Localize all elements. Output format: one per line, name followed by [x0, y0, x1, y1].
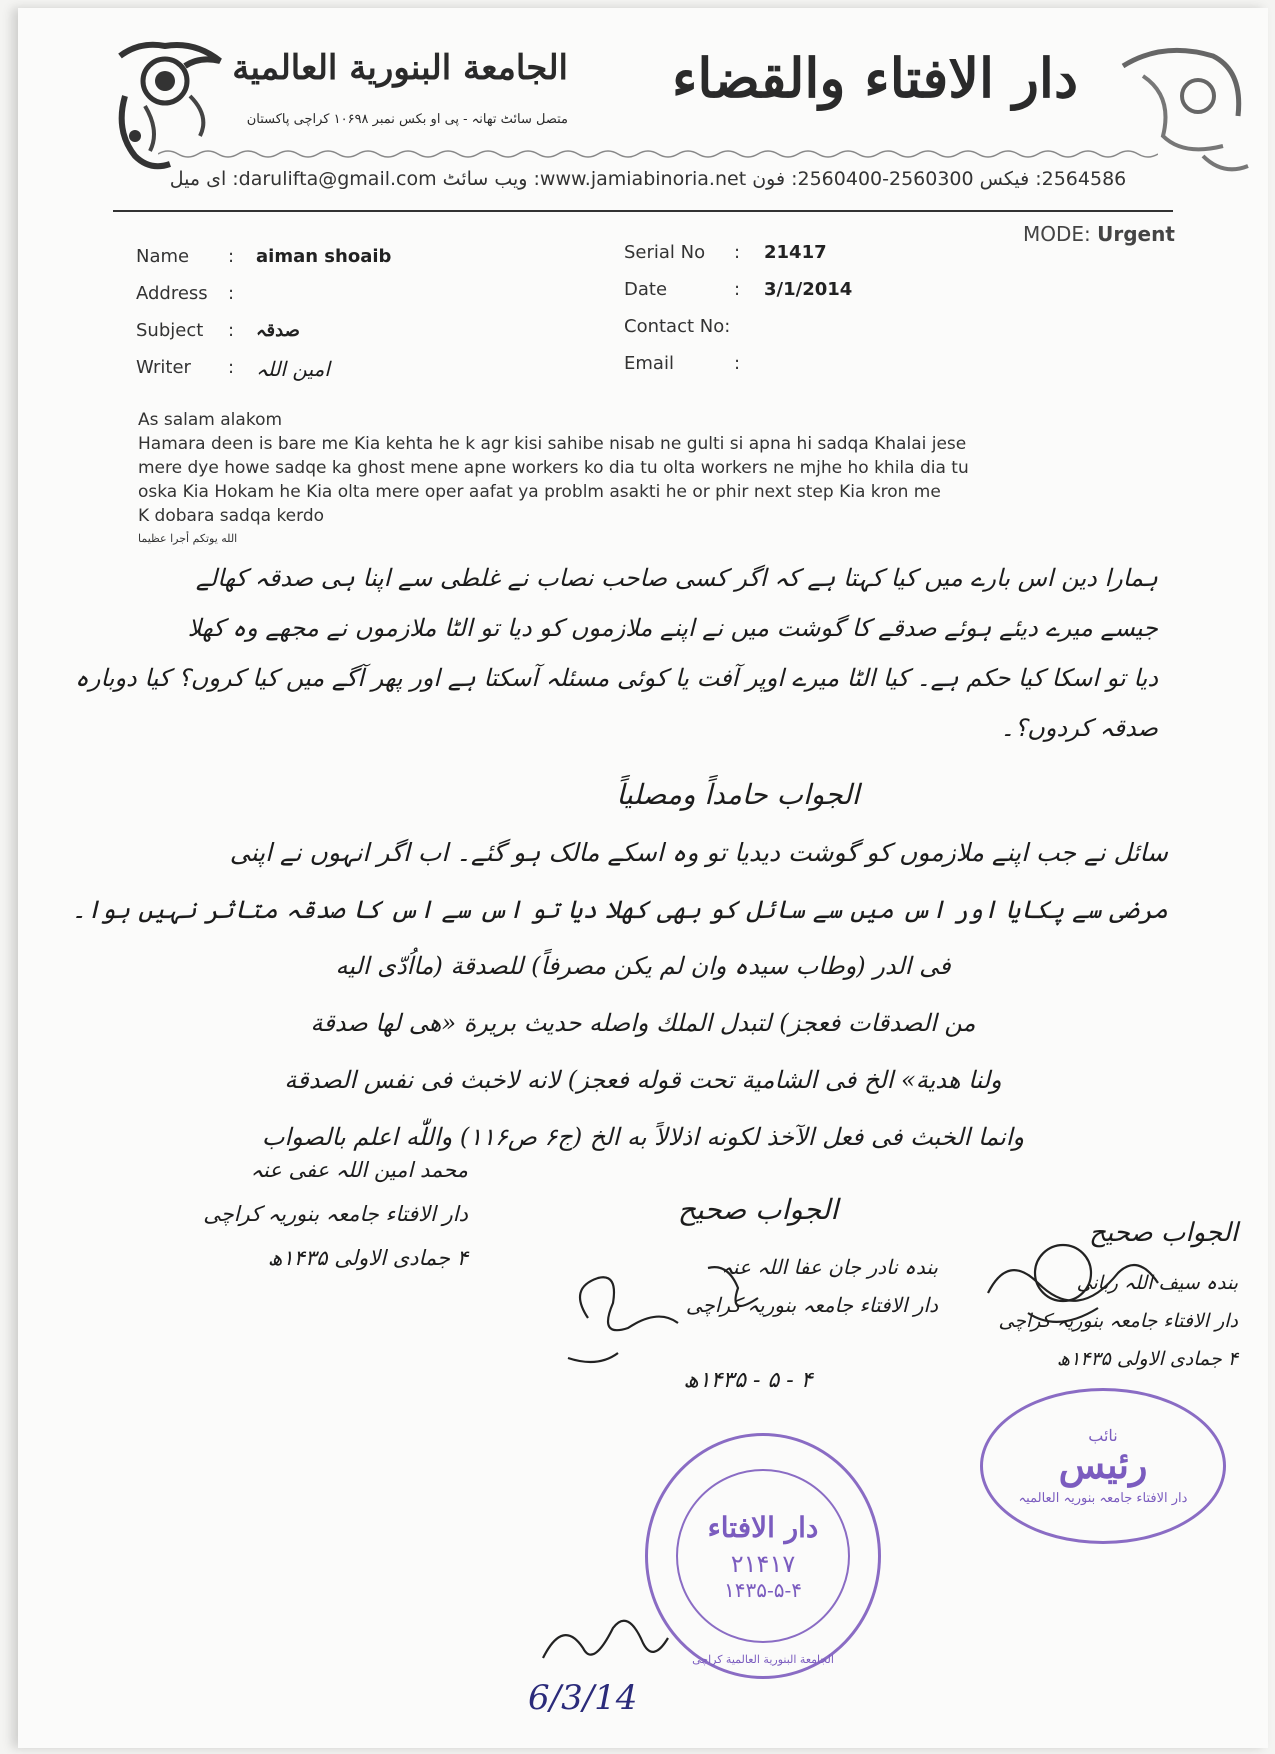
- answer-line: مرضی سے پکایا اور اس میں سے سائل کو بھی کھلا دیا تو اس سے اس کا صدقہ متاثر نہیں ہوا۔: [71, 895, 1168, 924]
- field-separator: :: [228, 357, 235, 378]
- writer-signature: [203, 1158, 468, 1290]
- verifier-line: دار الافتاء جامعہ بنوریہ کراچی: [685, 1293, 938, 1317]
- field-value: 21417: [764, 242, 827, 263]
- question-line: Hamara deen is bare me Kia kehta he k agr kisi sahibe nisab ne gulti si apna hi sadqa Khalai jese: [138, 434, 967, 454]
- field-name: [136, 246, 556, 283]
- rais-ring-text: دار الافتاء جامعہ بنوریہ العالمیہ: [1018, 1491, 1188, 1506]
- question-line: oska Kia Hokam he Kia olta mere oper aafat ya problm asakti he or phir next step Kia kron me: [138, 482, 941, 502]
- field-separator: :: [228, 320, 235, 341]
- field-serial: [624, 242, 1044, 279]
- writer-line: دار الافتاء جامعہ بنوریہ کراچی: [203, 1202, 468, 1226]
- field-label: Date: [624, 279, 668, 300]
- answer-body: [71, 838, 1168, 1180]
- question-urdu: [74, 564, 1158, 764]
- fatwa-document: [18, 8, 1268, 1748]
- answer-heading: الجواب حامداً ومصلیاً: [616, 778, 860, 811]
- header-divider: [113, 210, 1173, 212]
- seal-inner: [676, 1469, 850, 1643]
- contact-line: 2564586: فیکس 2560300-2560400: فون www.jamiabinoria.net: ویب سائٹ darulifta@gmail.com: ای میل: [169, 168, 1127, 190]
- writer-line: ۴ جمادی الاولی ۱۴۳۵ھ: [267, 1246, 468, 1270]
- field-label: Subject: [136, 320, 204, 341]
- handwritten-date: 6/3/14: [528, 1678, 638, 1718]
- rais-title: رئیس: [1058, 1442, 1148, 1487]
- field-value: امین اللہ: [256, 357, 330, 381]
- verifier-line: بندہ سیف اللہ ربانی: [1076, 1272, 1238, 1294]
- fields-right: [624, 242, 1044, 390]
- verifier-date: ۴ - ۵ - ۱۴۳۵ھ: [683, 1368, 813, 1393]
- seal-ring-text: الجامعة البنورية العالمية کراچی: [692, 1653, 834, 1666]
- question-line: K dobara sadqa kerdo: [138, 506, 325, 526]
- verifier-two-signature: [968, 1233, 1168, 1343]
- rais-seal: [980, 1388, 1226, 1544]
- verifier-heading: الجواب صحیح: [1089, 1218, 1238, 1248]
- field-date: [624, 279, 1044, 316]
- field-value: صدقہ: [256, 320, 300, 341]
- right-ornament-icon: [1103, 36, 1253, 186]
- field-label: Address: [136, 283, 208, 304]
- question-greeting: As salam alakom: [138, 410, 283, 430]
- answer-line: سائل نے جب اپنے ملازموں کو گوشت دیدیا تو وہ اسکے مالک ہو گئے۔ اب اگر انہوں نے اپنی: [229, 838, 1168, 867]
- field-separator: :: [228, 246, 235, 267]
- seal-number: ۲۱۴۱۷: [730, 1549, 796, 1578]
- department-name: دار الافتاء والقضاء: [671, 46, 1078, 110]
- urdu-line: دیا تو اسکا کیا حکم ہے۔ کیا الٹا میرے اوپر آفت یا کوئی مسئلہ آسکتا ہے اور پھر آگے میں کیا کروں؟ کیا دوبارہ: [74, 664, 1158, 692]
- field-contact: [624, 316, 1044, 353]
- question-closing: الله يوتكم أجرا عظيما: [138, 532, 238, 545]
- rais-small: نائب: [1088, 1426, 1118, 1445]
- urdu-line: ہمارا دین اس بارے میں کیا کہتا ہے کہ اگر کسی صاحب نصاب نے غلطی سے اپنا ہی صدقہ کھالے: [195, 564, 1158, 592]
- field-address: [136, 283, 556, 320]
- verifier-line: دار الافتاء جامعہ بنوریہ کراچی: [998, 1310, 1238, 1332]
- field-label: Writer: [136, 357, 191, 378]
- field-label: Contact No:: [624, 316, 731, 337]
- fields-left: [136, 246, 556, 394]
- answer-line: وانما الخبث فی فعل الآخذ لکونه اذلالاً به الخ (ج۶ ص۱۱۶) واللّٰه اعلم بالصواب: [261, 1123, 1025, 1151]
- field-label: Serial No: [624, 242, 706, 263]
- field-email: [624, 353, 1044, 390]
- seal-date: ۱۴۳۵-۵-۴: [724, 1577, 802, 1602]
- question-text: [138, 408, 1198, 528]
- field-separator: :: [734, 353, 741, 374]
- institution-name: الجامعة البنورية العالمية: [232, 48, 568, 88]
- field-label: Email: [624, 353, 674, 374]
- field-value: aiman shoaib: [256, 246, 392, 267]
- initials-signature: [533, 1608, 673, 1678]
- question-line: mere dye howe sadqe ka ghost mene apne workers ko dia tu olta workers ne mjhe ho khila dia tu: [138, 458, 969, 478]
- institution-address: متصل سائٹ تھانہ - پی او بکس نمبر ۱۰۶۹۸ کراچی پاکستان: [246, 112, 568, 127]
- verifier-heading: الجواب صحیح: [677, 1193, 839, 1226]
- mode-label: MODE:: [1023, 222, 1091, 246]
- verifier-line: بندہ نادر جان عفا اللہ عنہ: [721, 1255, 938, 1279]
- letterhead-decorative-border: [158, 148, 1158, 160]
- seal-title: دار الافتاء: [707, 1510, 819, 1544]
- field-subject: [136, 320, 556, 357]
- writer-line: محمد امین اللہ عفی عنہ: [250, 1158, 468, 1182]
- field-separator: :: [734, 279, 741, 300]
- field-label: Name: [136, 246, 190, 267]
- answer-line: ولنا هدیة» الخ فی الشامیة تحت قوله فعجز) لانه لاخبث فی نفس الصدقة: [284, 1066, 1002, 1094]
- mode-indicator: [1023, 222, 1175, 246]
- answer-line: فی الدر (وطاب سیدہ وان لم یکن مصرفاً) للصدقة (مااُدّی الیه: [335, 952, 951, 980]
- answer-line: من الصدقات فعجز) لتبدل الملك واصله حدیث بریرة «هی لها صدقة: [310, 1009, 976, 1037]
- field-value: 3/1/2014: [764, 279, 853, 300]
- field-writer: [136, 357, 556, 394]
- urdu-line: صدقہ کردوں؟۔: [1000, 714, 1158, 742]
- mode-value: Urgent: [1097, 222, 1175, 246]
- field-separator: :: [734, 242, 741, 263]
- darulifta-seal: [645, 1433, 881, 1679]
- field-separator: :: [228, 283, 235, 304]
- verifier-line: ۴ جمادی الاولی ۱۴۳۵ھ: [1056, 1348, 1238, 1370]
- urdu-line: جیسے میرے دیئے ہوئے صدقے کا گوشت میں نے اپنے ملازموں کو دیا تو الٹا ملازموں نے مجھے وہ کھلا: [187, 614, 1158, 642]
